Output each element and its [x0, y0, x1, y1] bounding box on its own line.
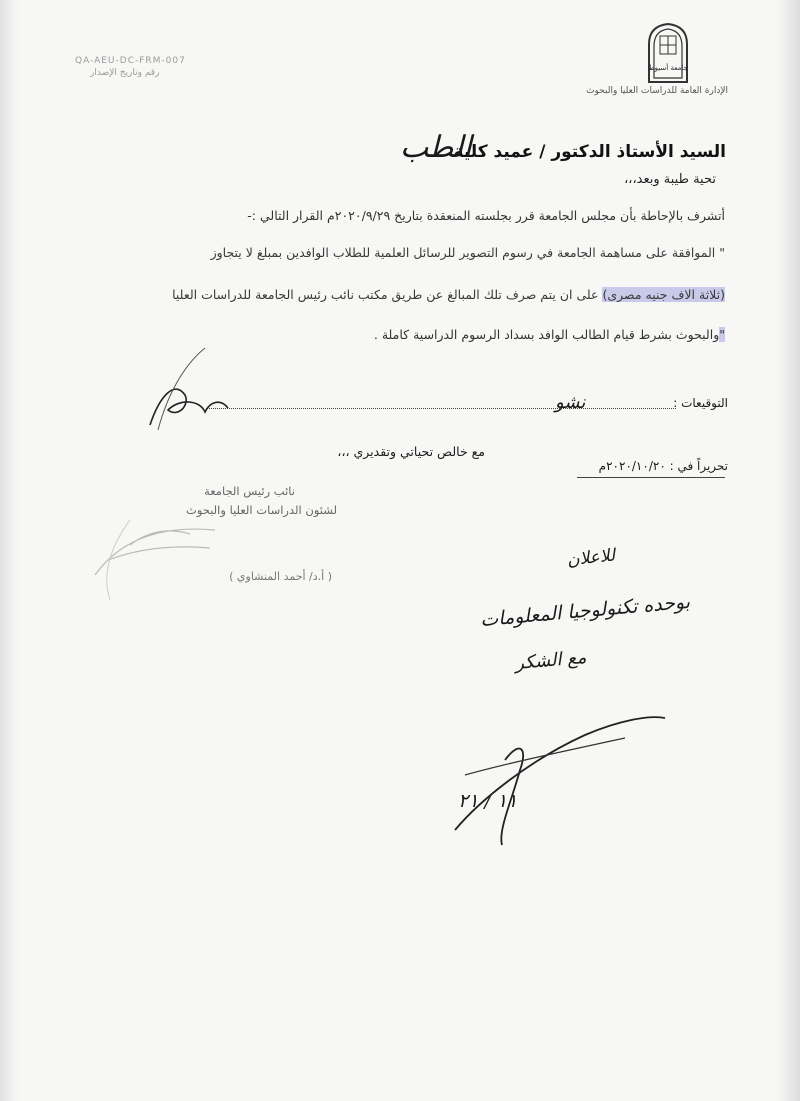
- handwritten-note-line-3: مع الشكر: [514, 646, 588, 675]
- recipient-line: السيد الأستاذ الدكتور / عميد كلية: [453, 142, 726, 162]
- handwritten-note-line-1: للاعلان: [566, 545, 617, 571]
- issue-date: تحريراً في : ٢٠٢٠/١٠/٢٠م: [598, 459, 728, 473]
- body-line-4: [374, 327, 725, 342]
- vp-title: نائب رئيس الجامعة: [204, 484, 295, 498]
- closing-quote: ": [719, 327, 725, 342]
- handwritten-note-line-2: بوحده تكنولوجيا المعلومات: [479, 590, 691, 632]
- highlighted-amount: (ثلاثة الاف جنيه مصرى): [602, 287, 725, 302]
- date-underline: [577, 477, 725, 478]
- handwritten-signature-word: نشو: [555, 392, 586, 413]
- greeting: تحية طيبة وبعد،،،: [624, 172, 716, 187]
- university-logo-icon: [645, 22, 691, 84]
- bottom-signature: [455, 717, 665, 830]
- scan-shadow-right: [778, 0, 800, 1101]
- signatures-label: التوقيعات :: [673, 396, 728, 410]
- handwritten-faculty: الطب: [400, 130, 472, 165]
- logo-text: جامعة أسيوط: [648, 64, 688, 72]
- vp-faint-signature-loop: [107, 520, 130, 600]
- department-name: الإدارة العامة للدراسات العليا والبحوث: [586, 86, 728, 96]
- body-line-3-rest: على ان يتم صرف تلك المبالغ عن طريق مكتب نائب رئيس الجامعة للدراسات العليا: [172, 287, 603, 302]
- vp-faint-signature: [95, 529, 215, 575]
- closing-line: مع خالص تحياتي وتقديري ،،،: [337, 444, 485, 459]
- handwritten-note-date: ١١ / ٢١: [458, 790, 518, 812]
- form-issue-label: رقم وتاريخ الإصدار: [90, 68, 160, 78]
- body-line-3: [172, 287, 725, 302]
- body-line-2: " الموافقة على مساهمة الجامعة في رسوم التصوير للرسائل العلمية للطلاب الوافدين بمبلغ لا يتجاوز: [210, 245, 725, 260]
- body-line-1: أتشرف بالإحاطة بأن مجلس الجامعة قرر بجلسته المنعقدة بتاريخ ٢٠٢٠/٩/٢٩م القرار التالي :-: [247, 208, 725, 223]
- signature-dotted-line: [206, 408, 676, 409]
- signature-scribble-1-tail: [158, 348, 205, 430]
- vp-name: ( أ.د/ أحمد المنشاوي ): [229, 570, 332, 583]
- bottom-signature-line: [465, 738, 625, 775]
- scan-shadow-left: [0, 0, 18, 1101]
- vp-portfolio: لشئون الدراسات العليا والبحوث: [186, 503, 337, 517]
- form-code: QA-AEU-DC-FRM-007: [75, 56, 186, 66]
- body-line-4-text: والبحوث بشرط قيام الطالب الوافد بسداد الرسوم الدراسية كاملة .: [373, 327, 720, 342]
